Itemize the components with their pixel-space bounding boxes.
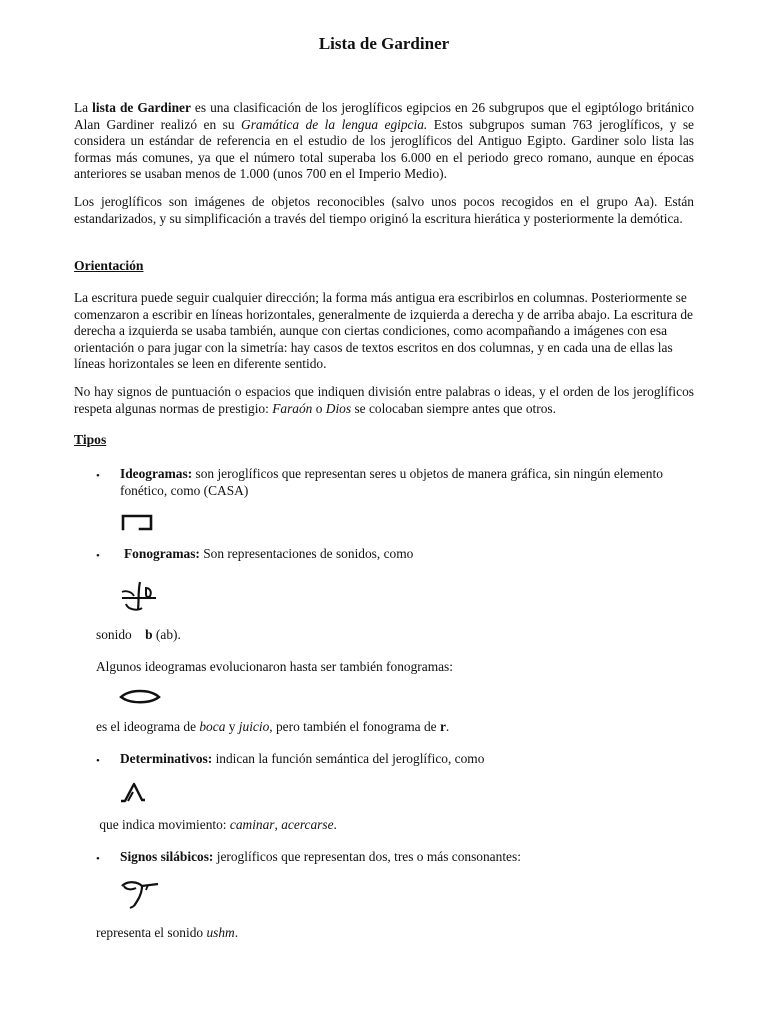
text: , pero también el fonograma de <box>269 719 440 734</box>
book-title: Gramática de la lengua egipcia. <box>241 116 428 132</box>
text: (ab). <box>152 627 181 642</box>
bullet: • <box>96 470 100 482</box>
text: representa el sonido <box>96 925 207 940</box>
mouth-hieroglyph-icon <box>118 688 162 706</box>
bullet: • <box>96 550 100 562</box>
bullet: • <box>96 755 100 767</box>
text: . <box>333 817 337 832</box>
text: . <box>445 719 450 734</box>
italic-term: juicio <box>238 719 270 734</box>
list-item-fonogramas <box>124 546 684 563</box>
intro-paragraph-1 <box>74 100 694 183</box>
fonograma-sound <box>96 627 181 644</box>
italic-term: boca <box>199 719 226 734</box>
orientacion-paragraph-2 <box>74 384 694 417</box>
item-text: Son representaciones de sonidos, como <box>199 546 414 561</box>
section-heading-orientacion: Orientación <box>74 258 144 273</box>
orientacion-paragraph-1: La escritura puede seguir cualquier dirección; la forma más antigua era escribirlos en columnas. Posteriormente se comenzaron a escribir en líneas horizontales, generalmente de izquierda a derecha y de arriba abajo. La escritura de derecha a izquierda se usaba también, aunque con ciertas condiciones, como acompañando a imágenes con esa orientación o para jugar con la simetría: hay casos de textos escritos en dos columnas, y en cada una de ellas las líneas horizontales se leen en diferente sentido. <box>74 290 693 372</box>
item-label: Signos silábicos: <box>120 849 214 864</box>
list-item-ideogramas <box>120 466 680 499</box>
bold-term: lista de Gardiner <box>92 100 191 115</box>
house-hieroglyph-icon <box>120 513 154 531</box>
sound-letter: b <box>145 627 153 642</box>
bird-hieroglyph-icon <box>118 878 162 910</box>
bullet: • <box>96 853 100 865</box>
item-label: Fonogramas: <box>124 546 200 561</box>
italic-term: acercarse <box>281 817 334 832</box>
walking-legs-hieroglyph-icon <box>118 780 148 804</box>
determinativo-explanation <box>96 817 337 834</box>
evolucion-explanation <box>96 719 449 736</box>
text: o <box>312 400 326 416</box>
item-label: Ideogramas: <box>120 466 193 481</box>
sound-letter: r <box>439 719 446 734</box>
section-heading-tipos: Tipos <box>74 432 107 447</box>
list-item-determinativos <box>120 751 680 768</box>
text: Estos subgrupos suman 763 jeroglíficos, y se considera un estándar de referencia en el estudio de los jeroglíficos del Antiguo Egipto. Gardiner solo lista las formas más comunes, ya que el número total superaba los 6.000 en el periodo greco romano, aunque en épocas anteriores se usaban menos de 1.000 (unos 700 en el Imperio Medio). <box>74 116 694 182</box>
italic-term: Dios <box>325 400 352 416</box>
italic-term: caminar <box>229 817 275 832</box>
item-text: son jeroglíficos que representan seres u objetos de manera gráfica, sin ningún elemento fonético, como (CASA) <box>120 466 663 498</box>
item-label: Determinativos: <box>120 751 213 766</box>
italic-term: Faraón <box>272 400 313 416</box>
text: La <box>74 100 93 115</box>
intro-paragraph-2: Los jeroglíficos son imágenes de objetos reconocibles (salvo unos pocos recogidos en el grupo Aa). Están estandarizados, y su simplificación a través del tiempo originó la escritura hierática y posteriormente la demótica. <box>74 194 694 226</box>
page-title: Lista de Gardiner <box>318 34 450 53</box>
text: , <box>274 817 282 832</box>
text: y <box>225 719 239 734</box>
item-text: indican la función semántica del jeroglífico, como <box>212 751 485 766</box>
text: No hay signos de puntuación o espacios que indiquen división entre palabras o ideas, y el orden de los jeroglíficos respeta algunas normas de prestigio: <box>74 384 694 416</box>
text: es el ideograma de <box>96 719 200 734</box>
item-text: jeroglíficos que representan dos, tres o más consonantes: <box>213 849 521 864</box>
text: se colocaban siempre antes que otros. <box>351 400 556 416</box>
leg-hieroglyph-icon <box>118 580 162 614</box>
list-item-silabicos <box>120 849 680 866</box>
text: . <box>234 925 239 940</box>
text: que indica movimiento: <box>96 817 230 832</box>
italic-term: ushm <box>206 925 235 940</box>
silabico-explanation <box>96 925 238 942</box>
text: sonido <box>96 627 146 642</box>
text: es una clasificación de los jeroglíficos egipcios en 26 subgrupos que el egiptólogo británico Alan Gardiner realizó en su <box>74 100 694 132</box>
evolucion-paragraph: Algunos ideogramas evolucionaron hasta ser también fonogramas: <box>96 659 453 674</box>
